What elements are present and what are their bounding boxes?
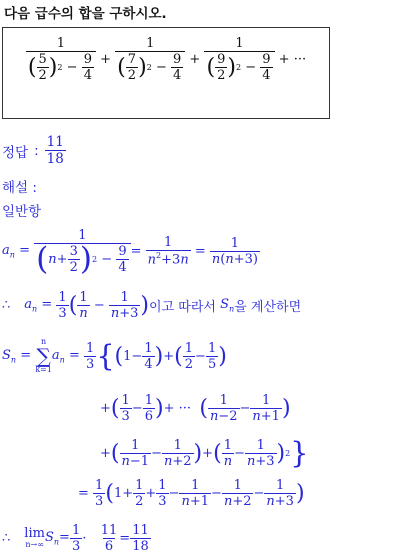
problem-series: 1 ( $\frac{5}{2}$ ) 2 − $\frac{9}{4}$ + 1 ( $\frac{7}{2}$ ) 2 − $\frac{9}{4}$ + 1 ( $\frac{9}{2}$ ) 2 − $\frac{9}{4}$ + ··· bbox=[27, 36, 307, 83]
series-term-1: 1 ( $\frac{5}{2}$ ) 2 − $\frac{9}{4}$ bbox=[26, 36, 96, 83]
answer-label: 정답 bbox=[2, 144, 29, 161]
sum-line-2: + ( $\frac{1}{3}$ − $\frac{1}{6}$ ) + ··· ( $\frac{1}{n-2}$ − $\frac{1}{n+1}$ ) bbox=[100, 393, 291, 424]
general-term-formula: $a_n$ = 1 ( n + $\frac{3}{2}$ ) 2 − $\frac{9}{4}$ = $\frac{1}{n^2+3n}$ = $\frac{1}{n(n+3)}$ bbox=[2, 228, 258, 277]
series-term-3: 1 ( $\frac{9}{2}$ ) 2 − $\frac{9}{4}$ bbox=[204, 36, 274, 83]
sum-line-1: $S_n$ = n ∑ k=1 $a_n$ = $\frac{1}{3}$ { ( 1− $\frac{1}{4}$ ) + ( $\frac{1}{2}$ − $\frac{1}{5}$ ) bbox=[2, 337, 227, 374]
limit-line: ∴ lim n→∞ $S_n=$ $\frac{1}{3}$ · $\frac{11}{6}$ = $\frac{11}{18}$ bbox=[2, 523, 149, 554]
solution-label: 해설 : bbox=[2, 180, 37, 196]
problem-box bbox=[2, 27, 330, 119]
series-ellipsis: ··· bbox=[293, 52, 307, 67]
general-term-label: 일반항 bbox=[2, 204, 42, 220]
answer-value: $\frac{11}{18}$ bbox=[46, 134, 64, 167]
problem-title: 다음 급수의 합을 구하시오. bbox=[4, 6, 167, 22]
sum-line-3: + ( $\frac{1}{n-1}$ − $\frac{1}{n+2}$ ) + ( $\frac{1}{n}$ − $\frac{1}{n+3}$ ) 2 } bbox=[100, 436, 309, 471]
sum-line-4: = $\frac{1}{3}$ ( 1+ $\frac{1}{2}$ + $\frac{1}{3}$ − $\frac{1}{n+1}$ − $\frac{1}{n+2}$ − $\frac{1}{n+3}$ ) bbox=[78, 478, 305, 509]
partial-fraction-line: ∴ $a_n$ = $\frac{1}{3}$ ( $\frac{1}{n}$ − $\frac{1}{n+3}$ ) 이고 따라서 $S_n$ 을 계산하면 bbox=[2, 290, 302, 321]
answer-line bbox=[2, 134, 66, 167]
series-term-2: 1 ( $\frac{7}{2}$ ) 2 − $\frac{9}{4}$ bbox=[115, 36, 185, 83]
answer-colon: : bbox=[34, 142, 39, 159]
